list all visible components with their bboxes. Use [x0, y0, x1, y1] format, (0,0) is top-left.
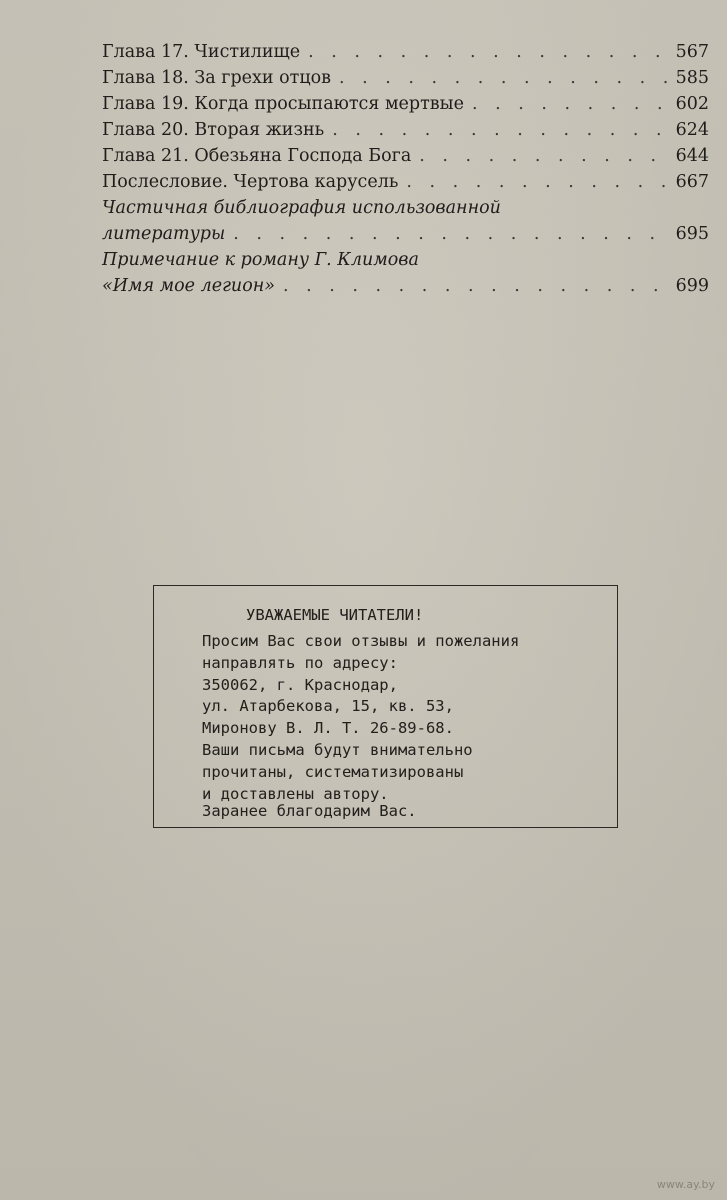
notice-line: направлять по адресу: [202, 653, 398, 672]
notice-line: Просим Вас свои отзывы и пожелания [202, 632, 520, 650]
toc-entry-page: 567 [675, 42, 709, 62]
toc-entry-page: 602 [675, 94, 709, 114]
notice-line: прочитаны, систематизированы [202, 762, 464, 781]
toc-entry-page: 644 [675, 146, 709, 166]
toc-entry-page: 695 [675, 224, 709, 244]
notice-line: Ваши письма будут внимательно [202, 740, 473, 759]
toc-entry-title-line1: Частичная библиография использованной [102, 198, 501, 218]
notice-body [202, 631, 519, 805]
reader-notice-box [153, 585, 618, 828]
toc-entry [102, 169, 709, 195]
toc-entry [102, 39, 709, 65]
table-of-contents [102, 39, 709, 299]
toc-entry [102, 91, 709, 117]
notice-heading: УВАЖАЕМЫЕ ЧИТАТЕЛИ! [246, 606, 424, 624]
toc-leader-dots [406, 169, 669, 195]
toc-entry [102, 195, 709, 247]
notice-line: Миронову В. Л. Т. 26-89-68. [202, 719, 454, 738]
toc-entry-page: 585 [675, 68, 709, 88]
toc-entry-page: 667 [675, 172, 709, 192]
toc-entry-page: 699 [675, 276, 709, 296]
toc-entry-page: 624 [675, 120, 709, 140]
toc-entry [102, 247, 709, 299]
toc-entry-title-line1: Примечание к роману Г. Климова [102, 250, 419, 270]
toc-entry-title: Глава 20. Вторая жизнь [102, 120, 325, 140]
toc-leader-dots [283, 273, 670, 299]
toc-entry-title-line2: «Имя мое легион» [102, 276, 275, 296]
toc-entry-title: Глава 19. Когда просыпаются мертвые [102, 94, 464, 114]
toc-leader-dots [233, 221, 669, 247]
toc-leader-dots [332, 117, 669, 143]
toc-leader-dots [472, 91, 670, 117]
notice-line: ул. Атарбекова, 15, кв. 53, [202, 697, 454, 716]
toc-entry-title-line2: литературы [102, 224, 226, 244]
toc-entry-title: Глава 21. Обезьяна Господа Бога [102, 146, 412, 166]
toc-entry-title: Глава 18. За грехи отцов [102, 68, 331, 88]
toc-entry [102, 117, 709, 143]
toc-entry-title: Послесловие. Чертова карусель [102, 172, 399, 192]
toc-entry-title: Глава 17. Чистилище [102, 42, 301, 62]
watermark: www.ay.by [656, 1178, 715, 1191]
notice-closing: Заранее благодарим Вас. [202, 802, 417, 820]
toc-entry [102, 143, 709, 169]
notice-line: и доставлены автору. [202, 784, 389, 803]
notice-line: 350062, г. Краснодар, [202, 675, 398, 694]
toc-leader-dots [308, 39, 669, 65]
toc-entry [102, 65, 709, 91]
toc-leader-dots [339, 65, 670, 91]
toc-leader-dots [419, 143, 669, 169]
